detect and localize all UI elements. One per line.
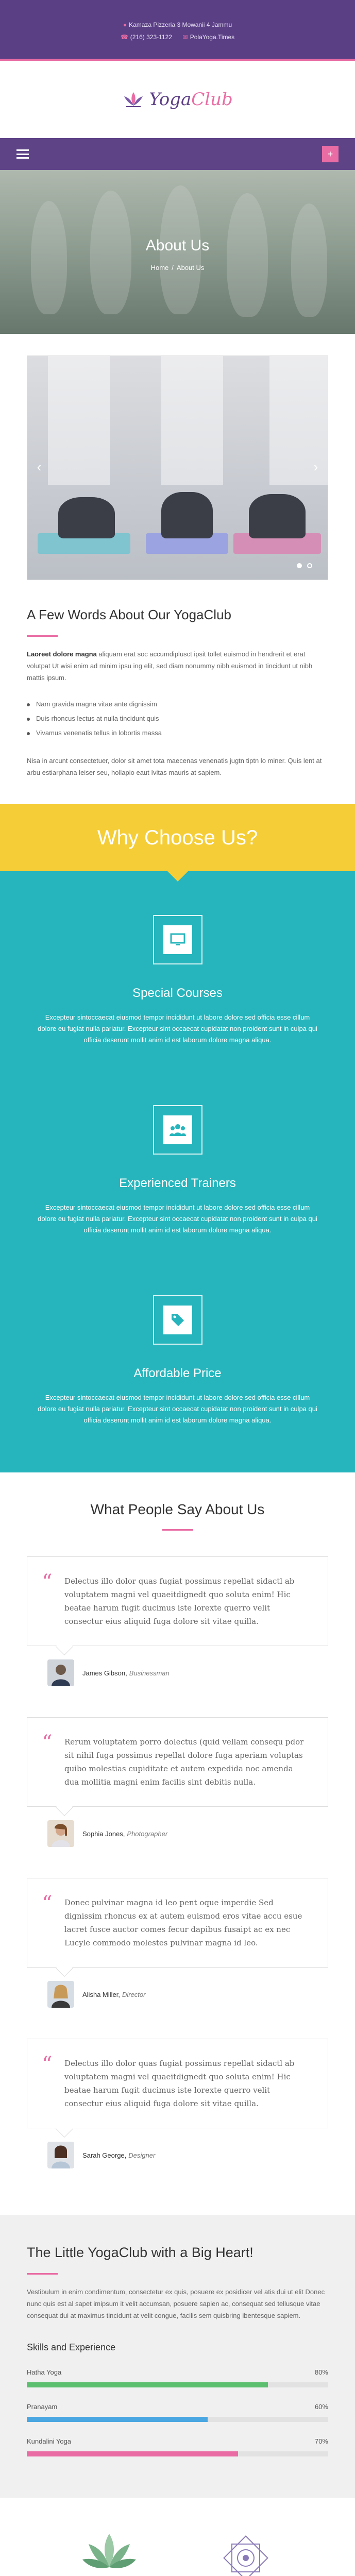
logo-text-part1: Yoga (149, 89, 192, 110)
author-name: Sarah George, (82, 2151, 127, 2159)
testimonial-quote: Rerum voluptatem porro dolectus (quid vellam consequ pdor sit nihil fuga possimus repellat dolore fuga aperiam voluptas quibo molestias cupiditate et autem expedida noc amenda dua mollitia magni enim facilis sint debitis nulla. (64, 1737, 304, 1787)
author-name: James Gibson, (82, 1669, 127, 1677)
image-slider (27, 355, 328, 580)
feature-text: Excepteur sintoccaecat eiusmod tempor incididunt ut labore dolore sed officia esse cillum dolore eu fugiat nulla pariatur. Excepteur sint occaecat cupidatat non proident sunt in culpa qui officia deserunt mollit anim id est laborum dolore magna aliqua. (38, 1204, 317, 1234)
list-item: Vivamus venenatis tellus in lobortis massa (27, 726, 328, 740)
testimonial-card (27, 1556, 328, 1686)
list-item: Duis rhoncus lectus at nulla tincidunt quis (27, 711, 328, 726)
skill-bar (27, 2368, 328, 2387)
lotus-icon (122, 90, 145, 109)
quote-icon: “ (42, 1570, 53, 1594)
skill-percent: 80% (314, 2368, 328, 2376)
slider-prev-icon[interactable]: ‹ (37, 459, 42, 474)
lotus-logo-icon (78, 2529, 140, 2576)
heading-divider (27, 635, 58, 637)
avatar (47, 1820, 74, 1847)
avatar (47, 1981, 74, 2008)
author-role: Photographer (127, 1829, 168, 1838)
feature-special-courses (0, 892, 355, 1082)
feature-title: Experienced Trainers (119, 1176, 236, 1190)
intro-text: Vestibulum in enim condimentum, consectetur ex quis, posuere ex posidicer vel atis dui ut elit Donec nunc quis est al sapet imipsum it velit accumsan, posuere sapien ac, consequat sed tellusque vitae consequat dui at maximus tincidunt at velit congue, facilis sem quisbring ibentesque sapiem. (27, 2288, 325, 2319)
why-section (0, 871, 355, 1472)
list-item: Nam gravida magna vitae ante dignissim (27, 697, 328, 711)
testimonial-quote: Donec pulvinar magna id leo pent oque imperdie Sed dignissim rhoncus ex at autem euismod eros vitae accu esue lacret fusce auctor comes fecur dapibus fusaipt ac ex nec Lucyle commodo molestes pulvinar magna id leo. (64, 1898, 302, 1947)
monitor-icon (170, 933, 185, 946)
feature-icon-box (153, 1105, 202, 1155)
quote-icon: “ (42, 2053, 53, 2076)
intro-heading: The Little YogaClub with a Big Heart! (27, 2245, 253, 2260)
feature-text: Excepteur sintoccaecat eiusmod tempor incididunt ut labore dolore sed officia esse cillum dolore eu fugiat nulla pariatur. Excepteur sint occaecat cupidatat non proident sunt in culpa qui officia deserunt mollit anim id est laborum dolore magna aliqua. (38, 1013, 317, 1044)
quote-icon: “ (42, 1892, 53, 1916)
feature-text: Excepteur sintoccaecat eiusmod tempor incididunt ut labore dolore sed officia esse cillum dolore eu fugiat nulla pariatur. Excepteur sint occaecat cupidatat non proident sunt in culpa qui officia deserunt mollit anim id est laborum dolore magna aliqua. (38, 1394, 317, 1424)
about-heading: A Few Words About Our YogaClub (27, 607, 231, 622)
intro-skills-section (0, 2215, 355, 2498)
page-hero (0, 170, 355, 334)
mandala-logo-icon (217, 2530, 274, 2576)
logo-bar (0, 61, 355, 138)
progress-track (27, 2417, 328, 2422)
author-role: Designer (128, 2151, 156, 2159)
why-heading: Why Choose Us? (97, 826, 258, 849)
progress-fill (27, 2451, 238, 2456)
avatar (47, 2142, 74, 2168)
feature-title: Special Courses (132, 986, 223, 1000)
skill-label: Kundalini Yoga (27, 2437, 72, 2445)
breadcrumb-separator: / (172, 264, 174, 272)
author-role: Director (122, 1990, 146, 1998)
skills-heading: Skills and Experience (27, 2342, 116, 2352)
about-intro (27, 648, 328, 684)
testimonials-heading: What People Say About Us (90, 1501, 265, 1517)
group-icon (170, 1123, 186, 1137)
breadcrumb (0, 264, 355, 272)
about-list (27, 697, 328, 740)
logo-text (149, 89, 233, 110)
testimonial-quote: Delectus illo dolor quas fugiat possimus repellat sidactl ab voluptatem magni vel quaeitdignedt quo soluta enim! Hic beatae harum fugit ducimus iste lorexte querro velit consectur eius aliquid fuga dolore sit vitae quilla. (64, 1577, 295, 1626)
progress-track (27, 2451, 328, 2456)
address-text (10, 20, 345, 30)
skill-label: Hatha Yoga (27, 2368, 62, 2376)
heading-divider (27, 2273, 58, 2275)
feature-icon-box (153, 1295, 202, 1345)
author-role: Businessman (129, 1669, 170, 1677)
quote-icon: “ (42, 1731, 53, 1755)
author-name: Alisha Miller, (82, 1990, 120, 1998)
why-band (0, 804, 355, 871)
about-outro: Nisa in arcunt consectetuer, dolor sit amet tota maecenas venenatis jugtn tiptn lo miner. Quis lent at arbu estiarphana leiser seu, hollapio eaut Ivitas mauris at sapiem. (27, 757, 322, 776)
about-intro-lead: Laoreet dolore magna (27, 650, 97, 658)
email-link[interactable]: PolaYoga.Times (190, 33, 235, 41)
hamburger-icon[interactable] (16, 149, 29, 159)
partners-section (0, 2498, 355, 2576)
address-value: Kamaza Pizzeria 3 Mowanii 4 Jammu (129, 21, 232, 28)
testimonial-card (27, 1717, 328, 1847)
skill-percent: 70% (314, 2437, 328, 2445)
testimonial-card (27, 2039, 328, 2168)
slider-dots (297, 563, 312, 568)
progress-fill (27, 2417, 208, 2422)
avatar (47, 1659, 74, 1686)
skill-bar (27, 2403, 328, 2422)
feature-affordable-price (0, 1272, 355, 1462)
slider-dot-1[interactable] (297, 563, 302, 568)
skill-bar (27, 2437, 328, 2456)
phone-link[interactable]: (216) 323-1122 (130, 33, 172, 41)
menu-plus-icon[interactable]: + (322, 146, 339, 162)
logo-text-part2: Club (191, 89, 233, 110)
price-tag-icon (170, 1312, 185, 1328)
about-intro-rest: aliquam erat soc accumdiplusct ipsit tollet euismod in hendrerit et erat volutpat Ut wisi enim ad minim ipsu ing elit, sed diam nonummy nibh euismod in tincidunt ut nibh mattis ipsum. (27, 650, 313, 682)
partner-logo-namaste[interactable] (199, 2530, 292, 2576)
progress-track (27, 2382, 328, 2387)
about-section (0, 334, 355, 804)
partner-logo-joyful[interactable] (63, 2529, 156, 2576)
testimonial-quote: Delectus illo dolor quas fugiat possimus repellat sidactl ab voluptatem magni vel quaeitdignedt quo soluta enim! Hic beatae harum fugit ducimus iste lorexte querro velit consectur eius aliquid fuga dolore sit vitae quilla. (64, 2059, 295, 2108)
main-navbar (0, 138, 355, 170)
site-logo[interactable] (122, 89, 233, 110)
mail-icon: ✉ (182, 33, 188, 41)
feature-icon-box (153, 915, 202, 964)
top-info-bar (0, 0, 355, 59)
author-name: Sophia Jones, (82, 1829, 125, 1838)
feature-title: Affordable Price (133, 1366, 222, 1380)
breadcrumb-home[interactable]: Home (150, 264, 169, 272)
testimonials-section (0, 1472, 355, 2215)
heading-divider (162, 1529, 193, 1531)
testimonial-card (27, 1878, 328, 2008)
skill-label: Pranayam (27, 2403, 58, 2411)
phone-icon: ☎ (120, 33, 128, 41)
progress-fill (27, 2382, 268, 2387)
page-title: About Us (145, 237, 210, 254)
location-icon: ● (123, 21, 127, 28)
feature-experienced-trainers (0, 1082, 355, 1272)
slider-next-icon[interactable]: › (313, 459, 318, 474)
slider-dot-2[interactable] (307, 563, 312, 568)
breadcrumb-current: About Us (176, 264, 205, 272)
skill-percent: 60% (314, 2403, 328, 2411)
